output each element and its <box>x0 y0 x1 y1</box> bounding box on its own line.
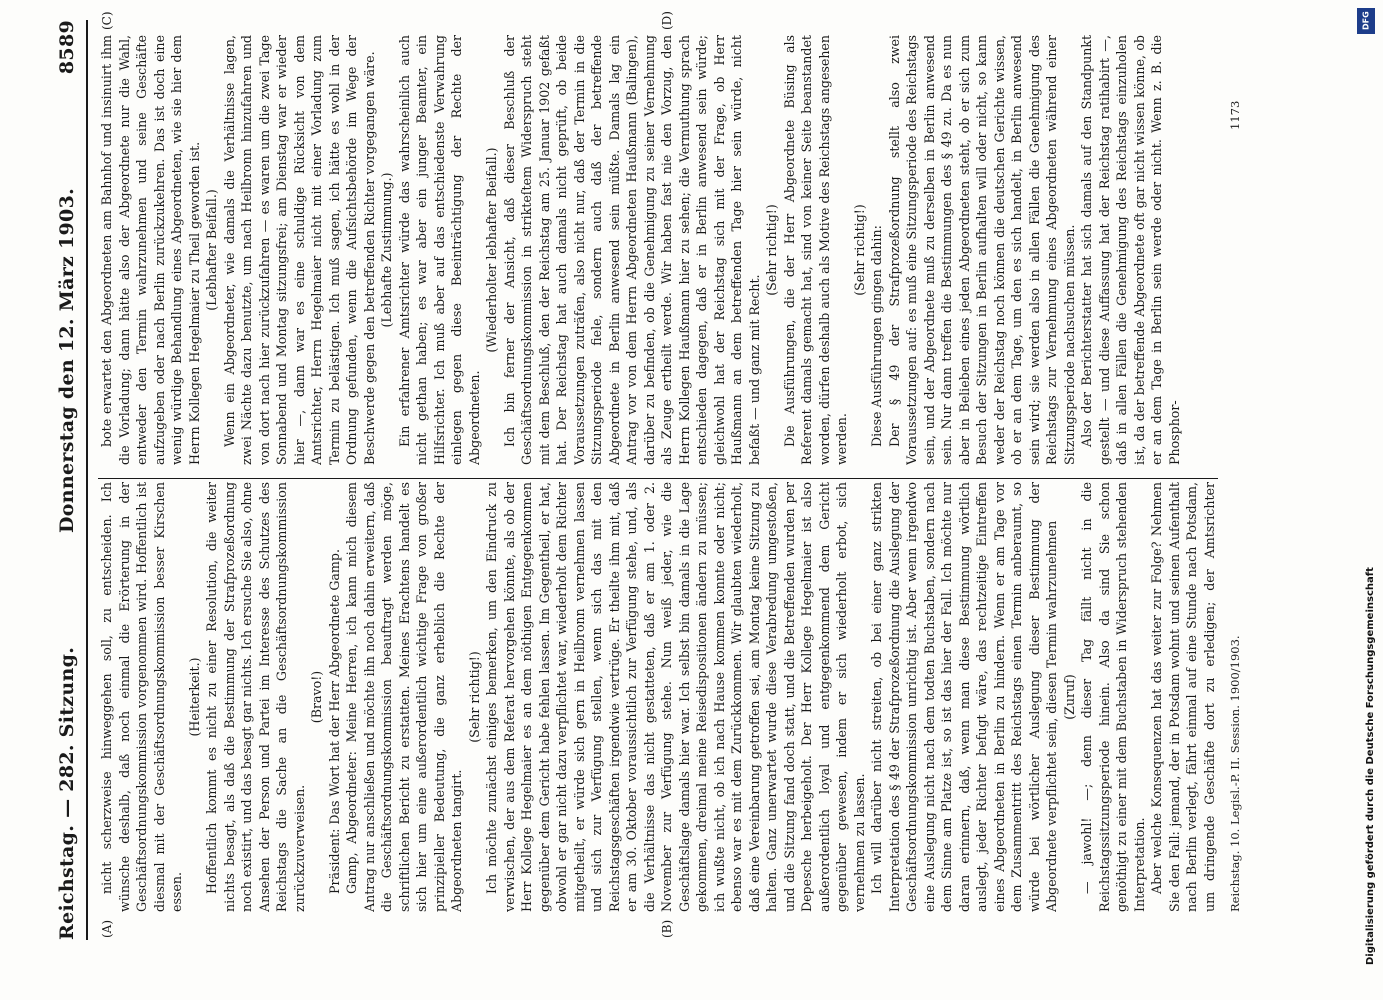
header-date: Donnerstag den 12. März 1903. <box>56 187 78 533</box>
paragraph: nicht scherzweise hinweggehen soll, zu entscheiden. Ich wünsche deshalb, daß noch einmal die Erörterung in der Geschäftsordnungskommission vorgenommen wird. Hoffentlich ist diesmal mit der Geschäftsordnungskommission besser Kirschen essen. <box>99 482 184 912</box>
paragraph: Ich will darüber nicht streiten, ob bei einer ganz strikten Interpretation des § 49 der Strafprozeßordnung die Auslegung der Geschäftsordnungskommission unrichtig ist. Aber wenn irgendwo eine Auslegung nicht nach dem todten Buchstaben, sondern nach dem Sinne am Platze ist, so ist das hier der Fall. Ich möchte nur daran erinnern, daß, wenn man diese Bestimmung wörtlich auslegt, jeder Richter befugt wäre, das rechtzeitige Eintreffen eines Abgeordneten in Berlin zu hindern. Wenn er am Tage vor dem Zusammentritt des Reichstags einen Termin anberaumt, so würde bei wörtlicher Auslegung dieser Bestimmung der Abgeordnete verpflichtet sein, diesen Termin wahrzunehmen <box>869 482 1059 912</box>
paragraph: — jawohl! —; denn dieser Tag fällt nicht in die Reichstagssitzungsperiode hinein. Also da sind Sie schon genöthigt zu einer mit dem Buchstaben in Widerspruch stehenden Interpretation. <box>1079 482 1147 912</box>
paragraph: Ich möchte zunächst einiges bemerken, um den Eindruck zu verwischen, der aus dem Referat hervorgehen könnte, als ob der Herr Kollege Hegelmaier es an dem nöthigen Entgegenkommen gegenüber dem Gericht habe fehlen lassen. Im Gegentheil, er hat, obwohl er gar nicht dazu verpflichtet war, wiederholt dem Richter mitgetheilt, er würde sich gern in Heilbronn vernehmen lassen und sich zur Verfügung stellen, wenn sich das mit den Reichstagsgeschäften irgendwie vertrüge. Er theilte ihm mit, daß er am 30. Oktober voraussichtlich zur Verfügung stehe, und, als die Verhältnisse das nicht gestatteten, daß er am 1. oder 2. November zur Verfügung stehe. Nun weiß jeder, wie die Geschäftslage damals hier war. Ich selbst bin damals in die Lage gekommen, dreimal meine Reisedispositionen ändern zu müssen; ich wußte nicht, ob ich nach Hause kommen konnte oder nicht; ebenso war es mit dem Zurückkommen. Wir glaubten wiederholt, daß eine Vereinbarung getroffen sei, am Montag keine Sitzung zu halten. Ganz unerwartet wurde diese Verabredung umgestoßen, und die Sitzung fand doch statt, und die Betreffenden wurden per Depesche herbeigeholt. Der Herr Kollege Hegelmaier ist also außerordentlich loyal und entgegenkommend dem Gericht gegenüber gewesen, indem er sich wiederholt erbot, sich vernehmen zu lassen. <box>484 482 867 912</box>
paragraph: Ein erfahrener Amtsrichter würde das wahrscheinlich auch nicht gethan haben; es war aber ein junger Beamter, ein Hilfsrichter. Ich muß aber auf das entschiedenste Verwahrung einlegen gegen diese Beeinträchtigung der Rechte der Abgeordneten. <box>396 35 482 465</box>
page-header <box>52 20 82 940</box>
right-column <box>98 35 1218 465</box>
margin-marker-b: (B) <box>660 919 674 938</box>
interjection: (Sehr richtig!) <box>466 651 482 743</box>
column-divider <box>98 478 1218 479</box>
interjection: (Sehr richtig!) <box>851 204 867 296</box>
header-rule <box>86 20 88 940</box>
paragraph: bote erwartet den Abgeordneten am Bahnhof und insinuirt ihm die Vorladung; dann hätte also der Abgeordnete nur die Wahl, entweder den Termin wahrzunehmen und seine Geschäfte aufzugeben oder nach Berlin zurückzukehren. Das ist doch eine wenig würdige Behandlung eines Abgeordneten, wie sie hier dem Herrn Kollegen Hegelmaier zu Theil geworden ist. <box>99 35 202 465</box>
footer-number: 1173 <box>1228 100 1242 130</box>
paragraph: Also der Berichterstatter hat sich damals auf den Standpunkt gestellt — und diese Auffassung hat der Reichstag ratihabirt —, daß in allen Fällen die Genehmigung des Reichstags einzuholen ist, da der betreffende Abgeordnete oft gar nicht wissen könne, ob er an dem Tage in Berlin sein werde oder nicht. Wenn z. B. die Phosphor- <box>1079 35 1182 465</box>
interjection: (Sehr richtig!) <box>764 204 779 296</box>
paragraph: Wenn ein Abgeordneter, wie damals die Verhältnisse lagen, zwei Nächte dazu benutzte, um nach Heilbronn hinzufahren und von dort nach hier zurückzufahren — es waren um die zwei Tage Sonnabend und Montag sitzungsfrei; am Dienstag war er wieder hier —, dann war es eine schuldige Rücksicht von dem Amtsrichter, Herrn Hegelmaier nicht mit einer Vorladung zum Termin zu belästigen. Ich muß sagen, ich hätte es wohl in der Ordnung gefunden, wenn die Aufsichtsbehörde im Wege der Beschwerde gegen den betreffenden Richter vorgegangen wäre. <box>221 35 377 465</box>
interjection: (Heiterkeit.) <box>186 657 202 737</box>
margin-marker-d: (D) <box>660 11 674 30</box>
interjection: (Wiederholter lebhafter Beifall.) <box>484 147 499 353</box>
header-title: Reichstag. — 282. Sitzung. <box>56 646 78 940</box>
interjection: (Lebhafter Beifall.) <box>204 189 219 311</box>
paragraph: Die Ausführungen, die der Herr Abgeordnete Büsing als Referent damals gemacht hat, sind von keiner Seite beanstandet worden, dürfen deshalb auch als Motive des Reichstags angesehen werden. <box>781 35 849 465</box>
quoted-paragraph: Der § 49 der Strafprozeßordnung stellt also zwei Voraussetzungen auf: es muß eine Sitzungsperiode des Reichstags sein, und der Abgeordnete muß zu derselben in Berlin anwesend sein. Nur dann treffen die Bestimmungen des § 49 zu. Da es nun aber in Belieben eines jeden Abgeordneten steht, ob er sich zum Besuch der Sitzungen in Berlin aufhalten will oder nicht, so kann weder der Reichstag noch können die deutschen Gerichte wissen, ob er an dem Tage, um den es sich handelt, in Berlin anwesend sein wird; sie werden also in allen Fällen die Genehmigung des Reichstags zur Vernehmung eines Abgeordneten während einer Sitzungsperiode nachsuchen müssen. <box>886 35 1077 465</box>
paragraph: Ich bin ferner der Ansicht, daß dieser Beschluß der Geschäftsordnungskommission in strikteſtem Widerspruch steht mit dem Beschluß, den der Reichstag am 25. Januar 1902 gefaßt hat. Der Reichstag hat auch damals nicht geprüft, ob beide Voraussetzungen zuträfen, also nicht nur, daß der Termin in die Sitzungsperiode fiele, sondern auch daß der betreffende Abgeordnete in Berlin anwesend sein müßte. Damals lag ein Antrag vor von dem Herrn Abgeordneten Haußmann (Balingen), darüber zu befinden, ob die Genehmigung zu seiner Vernehmung als Zeuge ertheilt werde. Wir haben fast nie den Vorzug, den Herrn Kollegen Haußmann hier zu sehen; die Vermuthung sprach entschieden dagegen, daß er in Berlin anwesend sein würde; gleichwohl hat der Reichstag sich mit der Frage, ob Herr Haußmann an dem betreffenden Tage hier sein würde, nicht befaßt — und ganz mit Recht. <box>501 35 762 465</box>
paragraph: Diese Ausführungen gingen dahin: <box>869 225 884 447</box>
margin-marker-a: (A) <box>100 919 114 938</box>
digitization-credit: Digitalisierung gefördert durch die Deutsche Forschungsgemeinschaft <box>1365 567 1376 965</box>
paragraph: Gamp, Abgeordneter: Meine Herren, ich kann mich diesem Antrag nur anschließen und möchte ihn noch dahin erweitern, daß die Geschäftsordnungskommission beauftragt werden möge, schriftlichen Bericht zu erstatten. Meines Erachtens handelt es sich hier um eine außerordentlich wichtige Frage von großer prinzipieller Bedeutung, die ganz erheblich die Rechte der Abgeordneten tangirt. <box>344 482 464 912</box>
paragraph: Hoffentlich kommt es nicht zu einer Resolution, die weiter nichts besagt, als daß die Bestimmung der Strafprozeßordnung noch existirt, und das besagt gar nichts. Ich ersuche Sie also, ohne Ansehen der Person und Partei im Interesse des Schutzes des Reichstags die Sache an die Geschäftsordnungskommission zurückzuverweisen. <box>204 482 307 912</box>
page-number: 8589 <box>56 20 78 75</box>
interjection: (Bravo!) <box>309 670 324 724</box>
dfg-logo: DFG <box>1357 8 1375 34</box>
footer-session: Reichstag. 10. Legisl.-P. II. Session. 1900/1903. <box>1228 635 1242 912</box>
interjection: (Lebhafte Zustimmung.) <box>379 172 394 328</box>
margin-marker-c: (C) <box>100 11 114 30</box>
paragraph: Aber welche Konsequenzen hat das weiter zur Folge? Nehmen Sie den Fall: jemand, der in Potsdam wohnt und seinen Aufenthalt nach Berlin verlegt, fährt einmal auf eine Stunde nach Potsdam, um dringende Geschäfte dort zu erledigen; der Amtsrichter <box>1149 482 1217 912</box>
paragraph: Präsident: Das Wort hat der Herr Abgeordnete Gamp. <box>326 549 342 894</box>
interjection: (Zuruf) <box>1061 674 1077 720</box>
left-column <box>98 482 1218 912</box>
